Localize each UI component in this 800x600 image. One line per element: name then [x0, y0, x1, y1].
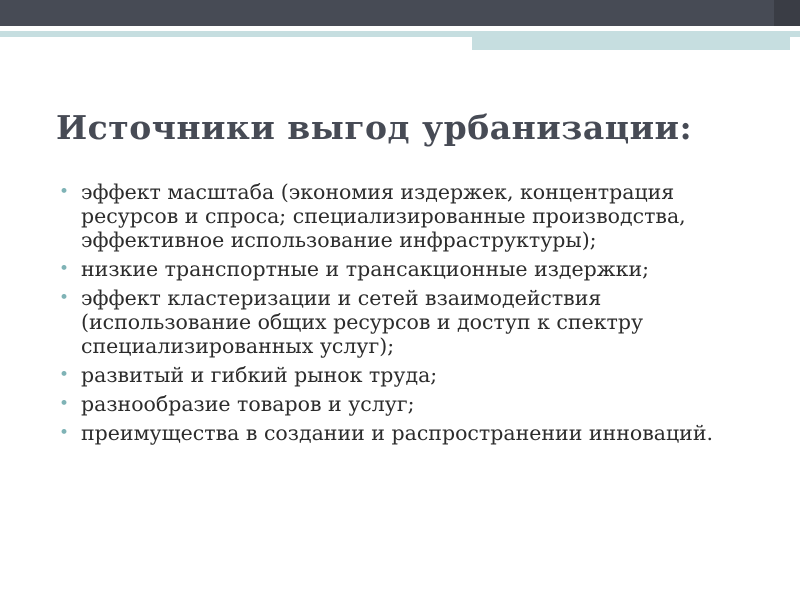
slide-title: Источники выгод урбанизации: — [56, 108, 693, 147]
bullet-marker-icon: • — [59, 259, 70, 279]
bullet-text: низкие транспортные и трансакционные издержки; — [81, 257, 650, 281]
bullet-text: преимущества в создании и распространении инноваций. — [81, 421, 714, 445]
bullet-text: эффект кластеризации и сетей взаимодействия (использование общих ресурсов и доступ к спектру специализированных услуг); — [81, 286, 644, 358]
header-bar-edge — [774, 0, 800, 26]
bullet-marker-icon: • — [59, 288, 70, 308]
bullet-text: эффект масштаба (экономия издержек, концентрация ресурсов и спроса; специализированные производства, эффективное использование инфраструктуры); — [81, 180, 686, 252]
bullet-item — [56, 363, 756, 387]
bullet-text: развитый и гибкий рынок труда; — [81, 363, 438, 387]
bullet-marker-icon: • — [59, 182, 70, 202]
bullet-item — [56, 257, 756, 281]
header-bar — [0, 0, 800, 26]
header-stripe-accent — [472, 37, 790, 50]
bullet-text: разнообразие товаров и услуг; — [81, 392, 415, 416]
bullet-item — [56, 421, 756, 445]
bullet-marker-icon: • — [59, 394, 70, 414]
bullet-item — [56, 180, 756, 252]
bullet-marker-icon: • — [59, 423, 70, 443]
bullet-item — [56, 392, 756, 416]
bullet-marker-icon: • — [59, 365, 70, 385]
bullet-item — [56, 286, 756, 358]
bullet-list — [56, 180, 756, 450]
